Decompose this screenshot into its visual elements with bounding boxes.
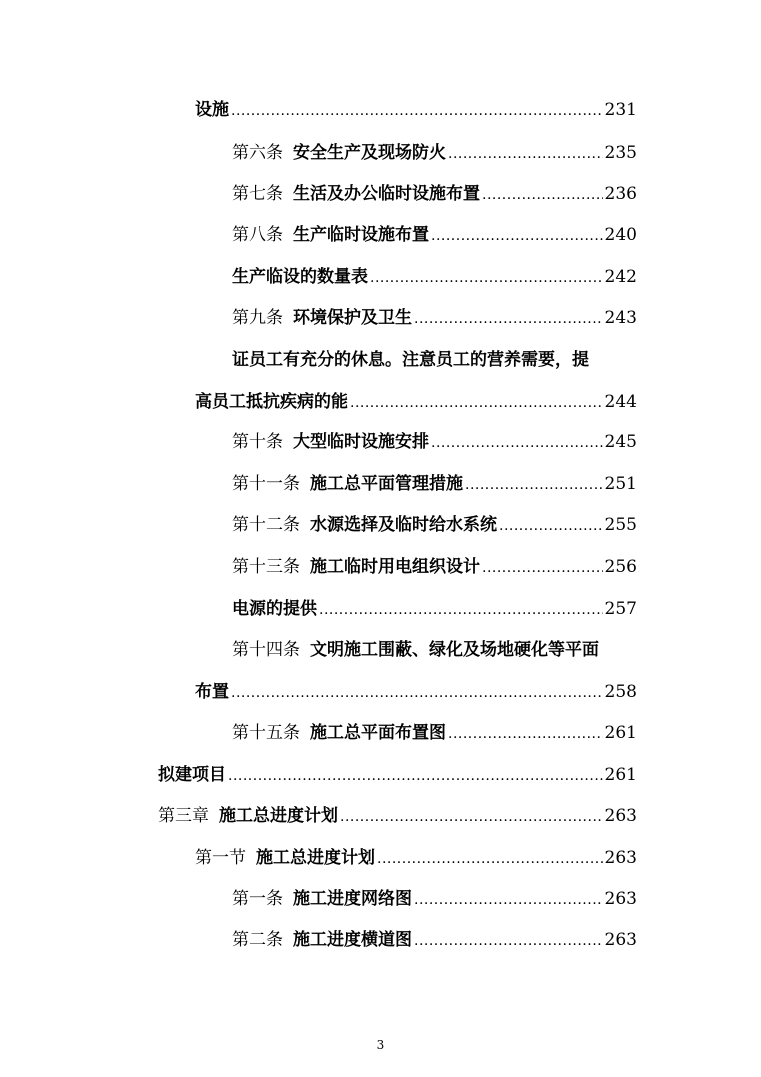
toc-entry-prefix: 第十条 (232, 432, 283, 452)
toc-leader-dots (414, 929, 603, 953)
toc-entry-article-15[interactable] (232, 721, 637, 745)
toc-page-number: 263 (604, 806, 637, 826)
toc-entry-prefix: 第一节 (195, 848, 246, 868)
toc-page-number: 257 (604, 599, 637, 619)
toc-entry-title: 施工临时用电组织设计 (310, 557, 480, 577)
toc-entry-title: 大型临时设施安排 (293, 432, 429, 452)
toc-entry-prefix: 第十三条 (232, 557, 300, 577)
toc-entry-worker-health[interactable] (195, 390, 637, 414)
toc-entry-prefix: 第一条 (232, 889, 283, 909)
toc-entry-temp-facility-table[interactable] (232, 265, 637, 289)
toc-leader-dots (414, 888, 603, 912)
toc-entry-article-6[interactable] (232, 141, 637, 165)
toc-entry-article-1[interactable] (232, 887, 637, 911)
toc-page-number: 256 (604, 557, 637, 577)
toc-entry-title: 生活及办公临时设施布置 (293, 184, 480, 204)
toc-entry-article-11[interactable] (232, 472, 637, 496)
toc-page-number: 242 (604, 267, 637, 287)
toc-entry-title: 施工进度网络图 (293, 889, 412, 909)
toc-entry-article-2[interactable] (232, 928, 637, 952)
toc-entry-prefix: 第三章 (158, 806, 209, 826)
toc-leader-dots (448, 142, 603, 166)
toc-entry-chapter-3[interactable] (158, 804, 637, 828)
toc-leader-dots (231, 99, 603, 123)
toc-entry-title: 生产临设的数量表 (232, 267, 368, 287)
toc-leader-dots (482, 556, 603, 580)
toc-page-number: 240 (604, 225, 637, 245)
toc-entry-title: 拟建项目 (158, 765, 226, 785)
toc-page-number: 243 (604, 308, 637, 328)
toc-leader-dots (431, 431, 603, 455)
toc-entry-title: 设施 (195, 100, 229, 120)
toc-entry-prefix: 第九条 (232, 308, 283, 328)
toc-entry-prefix: 第十一条 (232, 474, 300, 494)
toc-leader-dots (499, 514, 603, 538)
toc-entry-prefix: 第八条 (232, 225, 283, 245)
toc-leader-dots (465, 473, 603, 497)
toc-page-number: 251 (604, 474, 637, 494)
toc-entry-article-7[interactable] (232, 182, 637, 206)
toc-page-number: 263 (604, 848, 637, 868)
toc-entry-article-9[interactable] (232, 306, 637, 330)
toc-entry-article-13[interactable] (232, 555, 637, 579)
toc-entry-title: 施工进度横道图 (293, 930, 412, 950)
toc-entry-title: 施工总平面管理措施 (310, 474, 463, 494)
toc-entry-prefix: 第十二条 (232, 515, 300, 535)
toc-leader-dots (350, 391, 603, 415)
toc-entry-title: 环境保护及卫生 (293, 308, 412, 328)
toc-leader-dots (414, 307, 603, 331)
toc-entry-section-1[interactable] (195, 846, 637, 870)
toc-leader-dots (340, 805, 603, 829)
toc-leader-dots (431, 224, 603, 248)
toc-entry-proposed-project[interactable] (158, 763, 637, 787)
toc-page-number: 261 (604, 723, 637, 743)
toc-entry-article-8[interactable] (232, 223, 637, 247)
toc-entry-prefix: 第六条 (232, 143, 283, 163)
toc-entry-sheshi[interactable] (195, 98, 637, 122)
toc-entry-title: 施工总进度计划 (219, 806, 338, 826)
toc-entry-prefix: 第七条 (232, 184, 283, 204)
toc-leader-dots (377, 847, 603, 871)
toc-page-number: 245 (604, 432, 637, 452)
toc-entry-title: 施工总平面布置图 (310, 723, 446, 743)
toc-entry-title: 电源的提供 (232, 599, 317, 619)
toc-entry-prefix: 第十四条 (232, 640, 300, 660)
toc-page-number: 235 (604, 143, 637, 163)
toc-entry-prefix: 第二条 (232, 930, 283, 950)
toc-page-number: 255 (604, 515, 637, 535)
toc-page-number: 236 (604, 184, 637, 204)
toc-entry-title: 高员工抵抗疾病的能 (195, 392, 348, 412)
toc-entry-title: 布置 (195, 682, 229, 702)
toc-entry-title: 安全生产及现场防火 (293, 143, 446, 163)
toc-entry-title: 施工总进度计划 (256, 848, 375, 868)
toc-leader-dots (231, 681, 603, 705)
toc-page-number: 261 (604, 765, 637, 785)
toc-page-number: 244 (604, 392, 637, 412)
toc-entry-wrapped-text: 证员工有充分的休息。注意员工的营养需要，提 (232, 350, 589, 370)
toc-entry-layout[interactable] (195, 680, 637, 704)
toc-entry-title: 文明施工围蔽、绿化及场地硬化等平面 (310, 640, 599, 660)
toc-leader-dots (319, 598, 603, 622)
toc-entry-power-supply[interactable] (232, 597, 637, 621)
toc-leader-dots (448, 722, 603, 746)
toc-entry-article-14-wrapped (232, 638, 599, 662)
toc-entry-article-12[interactable] (232, 513, 637, 537)
toc-page-number: 263 (604, 930, 637, 950)
toc-entry-title: 生产临时设施布置 (293, 225, 429, 245)
toc-entry-article-10[interactable] (232, 430, 637, 454)
toc-entry-title: 水源选择及临时给水系统 (310, 515, 497, 535)
toc-page-number: 258 (604, 682, 637, 702)
toc-leader-dots (482, 183, 603, 207)
page-footer-number: 3 (376, 1038, 385, 1052)
toc-page-number: 263 (604, 889, 637, 909)
toc-leader-dots (370, 266, 603, 290)
toc-entry-prefix: 第十五条 (232, 723, 300, 743)
toc-leader-dots (228, 764, 603, 788)
toc-page-number: 231 (604, 100, 637, 120)
